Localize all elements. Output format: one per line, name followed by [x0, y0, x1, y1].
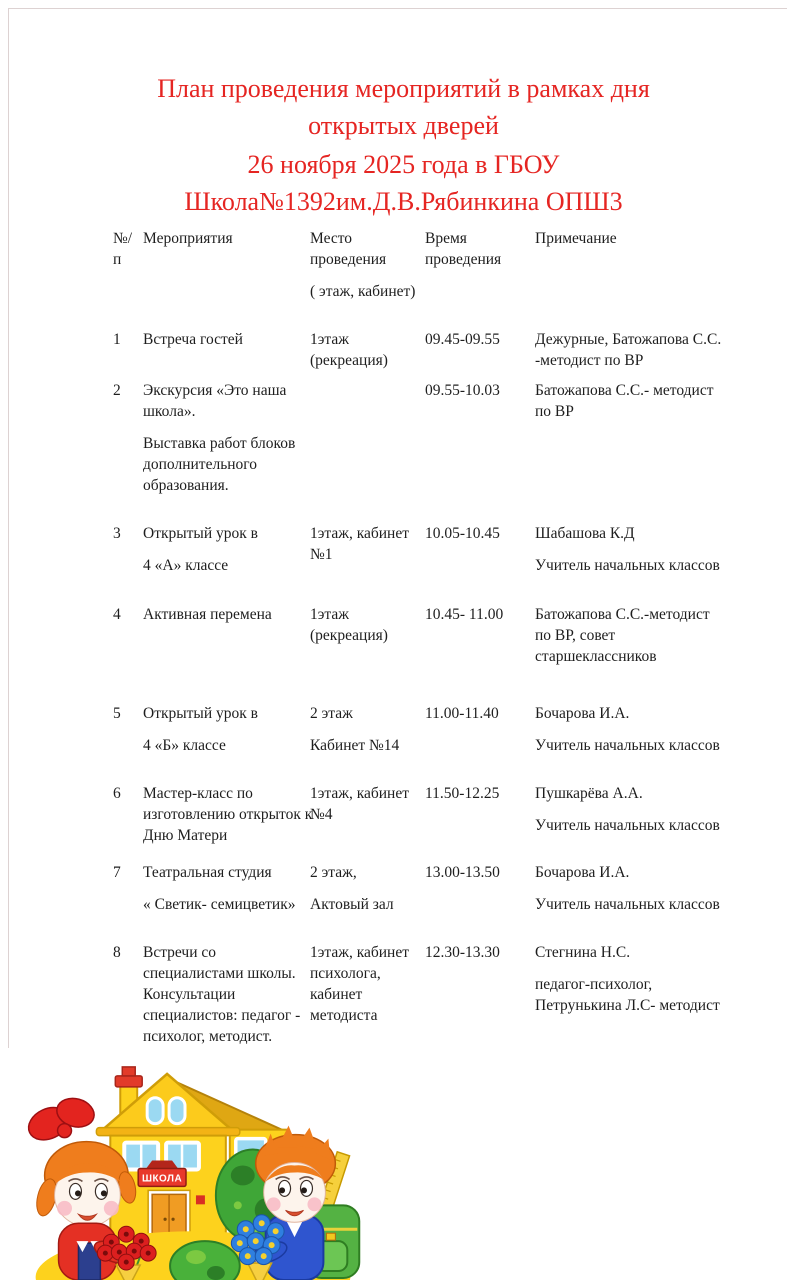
cell-event: [143, 604, 313, 625]
cell-num: [113, 703, 143, 724]
cell-num: [113, 380, 143, 401]
cell-paragraph: Театральная студия: [143, 864, 272, 881]
page-title: [20, 70, 787, 144]
cell-paragraph: Активная перемена: [143, 606, 272, 623]
cell-paragraph: 11.00-11.40: [425, 705, 499, 722]
cell-paragraph: 5: [113, 705, 121, 722]
cell-paragraph: 2 этаж,: [310, 864, 357, 881]
cell-place: [310, 523, 424, 565]
cell-paragraph: Шабашова К.Д: [535, 525, 635, 542]
cell-note: [535, 380, 723, 422]
cell-place: [310, 942, 424, 1026]
cell-place: [310, 604, 424, 646]
cell-paragraph: 13.00-13.50: [425, 864, 500, 881]
cell-time: [425, 329, 535, 350]
cell-time: [425, 380, 535, 401]
header-cell-time: [425, 228, 535, 270]
cell-paragraph: Кабинет №14: [310, 737, 400, 754]
cell-paragraph: 1этаж (рекреация): [310, 331, 388, 369]
cell-paragraph: Учитель начальных классов: [535, 817, 720, 834]
cell-paragraph: 6: [113, 785, 121, 802]
cell-paragraph: 1: [113, 331, 121, 348]
cell-paragraph: 4 «Б» классе: [143, 737, 226, 754]
cell-paragraph: Батожапова С.С.- методист по ВР: [535, 382, 714, 420]
page-subtitle-line1: 26 ноября 2025 года в ГБОУ: [247, 150, 560, 179]
header-cell-num: [113, 228, 143, 270]
cell-paragraph: 4: [113, 606, 121, 623]
cell-time: [425, 783, 535, 804]
cell-paragraph: Встречи со специалистами школы. Консультации специалистов: педагог - психолог, методист.: [143, 944, 301, 1045]
cell-num: [113, 942, 143, 963]
header-cell-note: [535, 228, 723, 249]
cell-paragraph: 8: [113, 944, 121, 961]
school-sign-text: ШКОЛА: [142, 1173, 183, 1185]
cell-paragraph: « Светик- семицветик»: [143, 896, 296, 913]
cell-paragraph: Батожапова С.С.-методист по ВР, совет старшеклассников: [535, 606, 710, 665]
cell-paragraph: Выставка работ блоков дополнительного образования.: [143, 435, 296, 494]
red-bow: [23, 1094, 97, 1146]
cell-paragraph: 4 «А» классе: [143, 557, 229, 574]
cell-event: [143, 783, 313, 846]
cell-paragraph: Учитель начальных классов: [535, 737, 720, 754]
cell-paragraph: 7: [113, 864, 121, 881]
cell-paragraph: 10.05-10.45: [425, 525, 500, 542]
cell-paragraph: 3: [113, 525, 121, 542]
cell-paragraph: Встреча гостей: [143, 331, 243, 348]
cell-paragraph: Бочарова И.А.: [535, 864, 630, 881]
page-title-line2: открытых дверей: [308, 111, 499, 140]
cell-num: [113, 329, 143, 350]
cell-num: [113, 523, 143, 544]
cell-time: [425, 862, 535, 883]
cell-paragraph: Время проведения: [425, 230, 502, 268]
cell-paragraph: Актовый зал: [310, 896, 394, 913]
cell-note: [535, 329, 723, 371]
cell-num: [113, 862, 143, 883]
cell-paragraph: 1этаж, кабинет №1: [310, 525, 410, 563]
cell-note: [535, 862, 723, 915]
cell-paragraph: Мастер-класс по изготовлению открыток к Дню Матери: [143, 785, 313, 844]
cell-paragraph: Открытый урок в: [143, 525, 258, 542]
cell-num: [113, 783, 143, 804]
cell-paragraph: Бочарова И.А.: [535, 705, 630, 722]
cell-place: [310, 862, 424, 915]
cell-time: [425, 604, 535, 625]
cell-paragraph: 1этаж (рекреация): [310, 606, 388, 644]
cell-note: [535, 604, 723, 667]
cell-paragraph: 1этаж, кабинет психолога, кабинет методиста: [310, 944, 410, 1024]
cell-event: [143, 329, 313, 350]
cell-paragraph: 09.45-09.55: [425, 331, 500, 348]
cell-paragraph: ( этаж, кабинет): [310, 283, 416, 300]
cell-paragraph: Учитель начальных классов: [535, 557, 720, 574]
cell-place: [310, 703, 424, 756]
cell-paragraph: 12.30-13.30: [425, 944, 500, 961]
cell-time: [425, 942, 535, 963]
cell-paragraph: Экскурсия «Это наша школа».: [143, 382, 287, 420]
cell-event: [143, 380, 313, 496]
cell-place: [310, 783, 424, 825]
cell-place: [310, 329, 424, 371]
page-edge-left: [8, 8, 9, 1048]
cell-event: [143, 942, 313, 1047]
cell-paragraph: 10.45- 11.00: [425, 606, 504, 623]
cell-event: [143, 523, 313, 576]
cell-paragraph: Учитель начальных классов: [535, 896, 720, 913]
header-cell-event: [143, 228, 313, 249]
cell-time: [425, 703, 535, 724]
cell-paragraph: педагог-психолог, Петрунькина Л.С- методист: [535, 976, 720, 1014]
school-kids-illustration: [8, 1046, 365, 1280]
page-edge-top: [8, 8, 787, 9]
cell-note: [535, 703, 723, 756]
cell-event: [143, 862, 313, 915]
cell-time: [425, 523, 535, 544]
header-cell-place: [310, 228, 424, 302]
cell-paragraph: №/ п: [113, 230, 133, 268]
cell-note: [535, 523, 723, 576]
cell-paragraph: Стегнина Н.С.: [535, 944, 631, 961]
cell-paragraph: Дежурные, Батожапова С.С. -методист по ВР: [535, 331, 722, 369]
cell-event: [143, 703, 313, 756]
cell-paragraph: Место проведения: [310, 230, 387, 268]
page-subtitle: [20, 146, 787, 220]
cell-paragraph: Пушкарёва А.А.: [535, 785, 643, 802]
cell-paragraph: 2: [113, 382, 121, 399]
cell-paragraph: Мероприятия: [143, 230, 233, 247]
cell-note: [535, 942, 723, 1016]
school-sign: [138, 1168, 186, 1186]
cell-paragraph: 09.55-10.03: [425, 382, 500, 399]
page-subtitle-line2: Школа№1392им.Д.В.Рябинкина ОПШ3: [184, 187, 623, 216]
cell-paragraph: 2 этаж: [310, 705, 353, 722]
page-title-line1: План проведения мероприятий в рамках дня: [157, 74, 650, 103]
cell-paragraph: 1этаж, кабинет №4: [310, 785, 410, 823]
cell-paragraph: Открытый урок в: [143, 705, 258, 722]
cell-note: [535, 783, 723, 836]
cell-num: [113, 604, 143, 625]
cell-paragraph: Примечание: [535, 230, 617, 247]
cell-paragraph: 11.50-12.25: [425, 785, 500, 802]
